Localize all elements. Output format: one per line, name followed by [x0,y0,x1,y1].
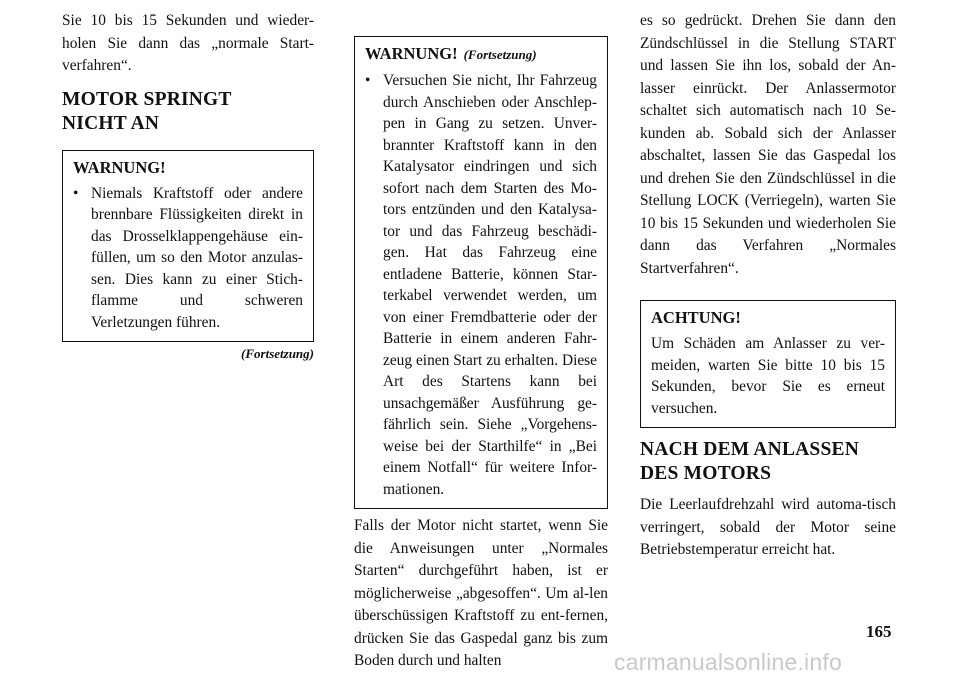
column-left [62,10,314,362]
watermark: carmanualsonline.info [614,649,842,675]
warning-box [62,150,314,343]
warning-bullet [365,70,597,500]
caution-title: ACHTUNG! [651,308,741,327]
warning-bullet [73,183,303,334]
flooded-engine-paragraph: Falls der Motor nicht startet, wenn Sie die Anweisungen unter „Normales Starten“ durchgeführt haben, ist er möglicherweise „abgesoffen“. Um al-len überschüssigen Kraftstoff zu ent-fernen, drücken Sie das Gaspedal ganz bis zum Boden durch und halten [354,517,608,669]
procedure-paragraph: es so gedrückt. Drehen Sie dann den Zündschlüssel in die Stellung START und lassen Sie ihn los, sobald der An-lasser einrückt. Der Anlassermotor schaltet sich automatisch nach 10 Se-kunden ab. Sobald sich der Anlasser abschaltet, lassen Sie das Gaspedal los und drehen Sie den Zündschlüssel in die Stellung LOCK (Verriegeln), warten Sie 10 bis 15 Sekunden und wiederholen Sie dann das Verfahren „Normales Startverfahren“. [640,12,896,277]
column-right [640,10,896,562]
bullet-icon: • [365,72,371,89]
caution-text: Um Schäden am Anlasser zu ver-meiden, warten Sie bitte 10 bis 15 Sekunden, bevor Sie es erneut versuchen. [651,335,885,417]
section-heading-motor-springt-nicht-an: MOTOR SPRINGT NICHT AN [62,88,232,134]
continued-note: (Fortsetzung) [241,346,314,361]
column-middle [354,36,608,673]
intro-paragraph: Sie 10 bis 15 Sekunden und wieder-holen Sie dann das „normale Start-verfahren“. [62,12,314,74]
warning-box-continued [354,36,608,509]
page-number: 165 [866,622,892,641]
section-heading-nach-dem-anlassen: NACH DEM ANLASSEN DES MOTORS [640,439,860,484]
warning-bullet-text: Niemals Kraftstoff oder andere brennbare Flüssigkeiten direkt in das Drosselklappengehäuse ein-füllen, um so den Motor anzulas-sen. Dies kann zu einer Stich-flamme und schweren Verletzungen führen. [91,184,303,331]
warning-title: WARNUNG! [73,157,166,177]
warning-title-continued [365,43,597,66]
continued-label: (Fortsetzung) [463,47,537,62]
caution-box [640,300,896,428]
warning-bullet-text: Versuchen Sie nicht, Ihr Fahrzeug durch Anschieben oder Anschlep-pen in Gang zu setzen. Unver-brannter Kraftstoff kann in den Katalysator eindringen und sich sofort nach dem Starten des Mo-tors entzünden und den Katalysa-tor und das Fahrzeug beschädi-gen. Hat das Fahrzeug eine entladene Batterie, können Star-terkabel verwendet werden, um von einer Fremdbatterie oder der Batterie in einem anderen Fahr-zeug einen Start zu erhalten. Diese Art des Startens kann bei unsachgemäßer Ausführung ge-fährlich sein. Siehe „Vorgehens-weise bei der Starthilfe“ in „Bei einem Notfall“ für weitere Infor-mationen. [383,72,597,498]
bullet-icon: • [73,184,79,202]
warning-title: WARNUNG! [365,44,458,63]
after-start-paragraph: Die Leerlaufdrehzahl wird automa-tisch verringert, sobald der Motor seine Betriebstemperatur erreicht hat. [640,496,896,558]
